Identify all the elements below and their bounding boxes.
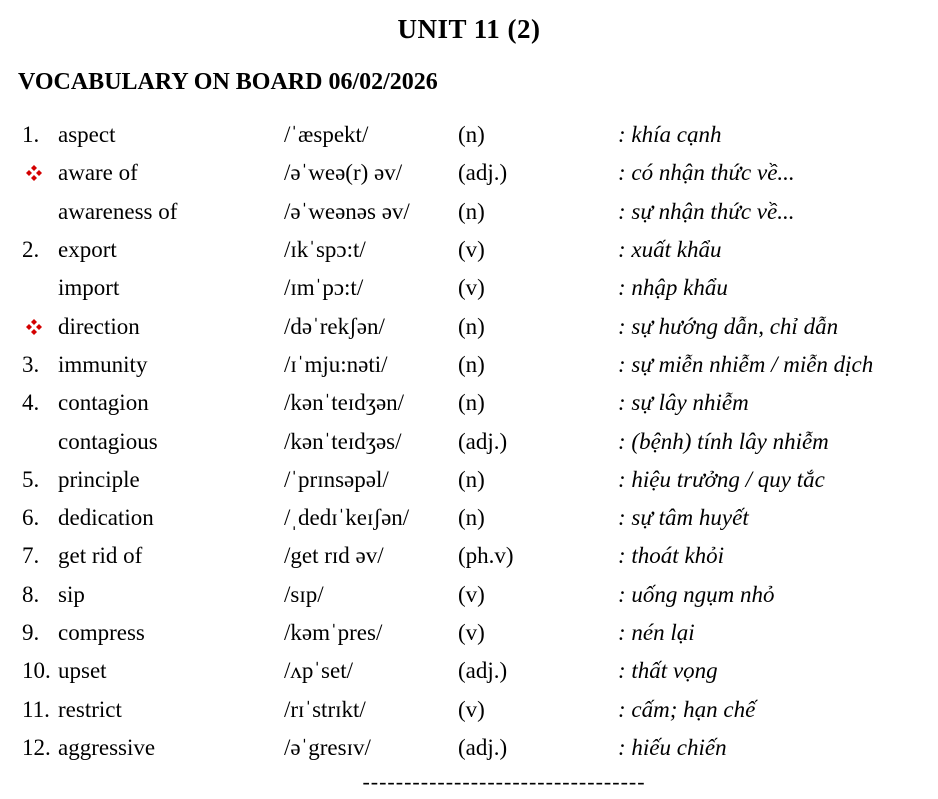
vocab-list [0,116,938,767]
vocab-row [0,269,938,307]
vocab-meaning: : hiếu chiến [618,734,727,760]
vocab-word: upset [58,658,107,684]
vocab-pos: (ph.v) [458,543,514,569]
vocab-row [0,652,938,690]
vocab-word: aspect [58,122,116,148]
vocab-phonetic: /ʌpˈset/ [284,658,353,684]
vocab-pos: (n) [458,313,485,339]
vocab-pos: (v) [458,237,485,263]
vocab-pos: (n) [458,198,485,224]
vocab-phonetic: /dəˈrekʃən/ [284,313,385,339]
row-number: 9. [22,620,40,645]
vocab-meaning: : sự miễn nhiễm / miễn dịch [618,351,874,377]
vocab-word: aware of [58,160,138,186]
vocab-meaning: : uống ngụm nhỏ [618,581,775,607]
vocab-pos: (v) [458,696,485,722]
vocab-meaning: : thất vọng [618,658,718,684]
vocab-word: immunity [58,351,148,377]
row-number: 10. [22,658,51,684]
row-marker-cell [22,582,58,608]
row-marker-cell [22,237,58,263]
vocab-meaning: : cấm; hạn chế [618,696,756,722]
row-number: 5. [22,466,40,492]
vocab-word: restrict [58,696,122,722]
row-marker-cell [22,658,58,684]
vocab-meaning: : sự hướng dẫn, chỉ dẫn [618,313,839,339]
row-marker-cell [22,160,58,186]
vocab-phonetic: /kənˈteɪdʒən/ [284,390,405,416]
row-number: 6. [22,505,40,531]
vocab-row [0,231,938,269]
vocab-word: dedication [58,505,154,531]
vocab-pos: (n) [458,351,485,377]
vocab-row [0,461,938,499]
vocab-meaning: : có nhận thức về... [618,160,795,186]
vocab-word: contagion [58,390,149,416]
row-marker-cell [22,505,58,531]
vocab-word: get rid of [58,543,143,569]
vocab-row [0,576,938,614]
vocab-word: aggressive [58,734,156,760]
vocab-phonetic: /əˈweə(r) əv/ [284,160,403,186]
vocab-phonetic: /rɪˈstrɪkt/ [284,696,366,722]
vocab-pos: (v) [458,275,485,301]
vocab-phonetic: /ɪmˈpɔ:t/ [284,275,364,301]
vocab-meaning: : nén lại [618,620,695,645]
vocab-phonetic: /ˈprɪnsəpəl/ [284,466,389,492]
row-marker-cell [22,314,58,340]
vocab-word: direction [58,313,140,339]
vocab-meaning: : (bệnh) tính lây nhiễm [618,428,829,454]
vocab-phonetic: /ɪˈmju:nəti/ [284,351,388,377]
row-number: 2. [22,237,40,263]
row-marker-cell [22,697,58,723]
row-marker-cell [22,467,58,493]
row-number: 3. [22,351,40,377]
diamond-bullet-icon [26,165,42,181]
vocab-row [0,384,938,422]
vocab-phonetic: /əˈweənəs əv/ [284,198,410,224]
vocab-row [0,614,938,652]
vocab-meaning: : nhập khẩu [618,275,728,301]
vocab-pos: (n) [458,505,485,531]
vocab-pos: (adj.) [458,428,508,454]
diamond-bullet-icon [26,319,42,335]
vocab-row [0,193,938,231]
row-number: 4. [22,390,40,416]
page-subtitle: VOCABULARY ON BOARD 06/02/2026 [18,69,438,95]
vocab-meaning: : hiệu trưởng / quy tắc [618,466,825,492]
vocab-meaning: : sự tâm huyết [618,505,749,531]
vocab-row [0,154,938,192]
vocab-meaning: : sự nhận thức về... [618,198,795,224]
row-number: 7. [22,543,40,569]
vocab-meaning: : khía cạnh [618,122,722,148]
vocab-meaning: : thoát khỏi [618,543,725,569]
vocab-pos: (v) [458,581,485,607]
vocab-row [0,729,938,767]
vocab-pos: (n) [458,466,485,492]
vocab-pos: (n) [458,122,485,148]
vocab-phonetic: /kəmˈpres/ [284,620,383,645]
vocab-word: awareness of [58,198,178,224]
vocab-phonetic: /ɪkˈspɔ:t/ [284,237,366,263]
vocab-pos: (v) [458,620,485,645]
row-marker-cell [22,390,58,416]
vocab-phonetic: /kənˈteɪdʒəs/ [284,428,402,454]
vocab-phonetic: /sɪp/ [284,581,324,607]
vocab-word: sip [58,581,85,607]
vocab-word: export [58,237,117,263]
vocab-row [0,422,938,460]
vocab-word: contagious [58,428,158,454]
vocab-row [0,499,938,537]
row-number: 12. [22,734,51,760]
row-number: 1. [22,122,40,148]
vocab-pos: (adj.) [458,658,508,684]
row-number: 11. [22,696,50,722]
vocab-row [0,537,938,575]
vocab-phonetic: /get rɪd əv/ [284,543,384,569]
vocab-row [0,346,938,384]
row-marker-cell [22,620,58,646]
row-marker-cell [22,352,58,378]
row-number: 8. [22,581,40,607]
vocab-pos: (adj.) [458,160,508,186]
vocab-pos: (adj.) [458,734,508,760]
vocab-row [0,690,938,728]
vocab-word: compress [58,620,145,645]
vocab-word: import [58,275,120,301]
page-title: UNIT 11 (2) [397,14,541,44]
vocab-phonetic: /ˌdedɪˈkeɪʃən/ [284,505,410,531]
footer-separator: ---------------------------------- [362,769,646,795]
row-marker-cell [22,122,58,148]
vocab-word: principle [58,466,140,492]
vocab-pos: (n) [458,390,485,416]
vocab-phonetic: /ˈæspekt/ [284,122,369,148]
row-marker-cell [22,735,58,761]
row-marker-cell [22,543,58,569]
vocab-meaning: : sự lây nhiễm [618,390,749,416]
vocab-row [0,116,938,154]
vocab-row [0,307,938,345]
vocab-meaning: : xuất khẩu [618,237,722,263]
vocab-phonetic: /əˈgresɪv/ [284,734,371,760]
